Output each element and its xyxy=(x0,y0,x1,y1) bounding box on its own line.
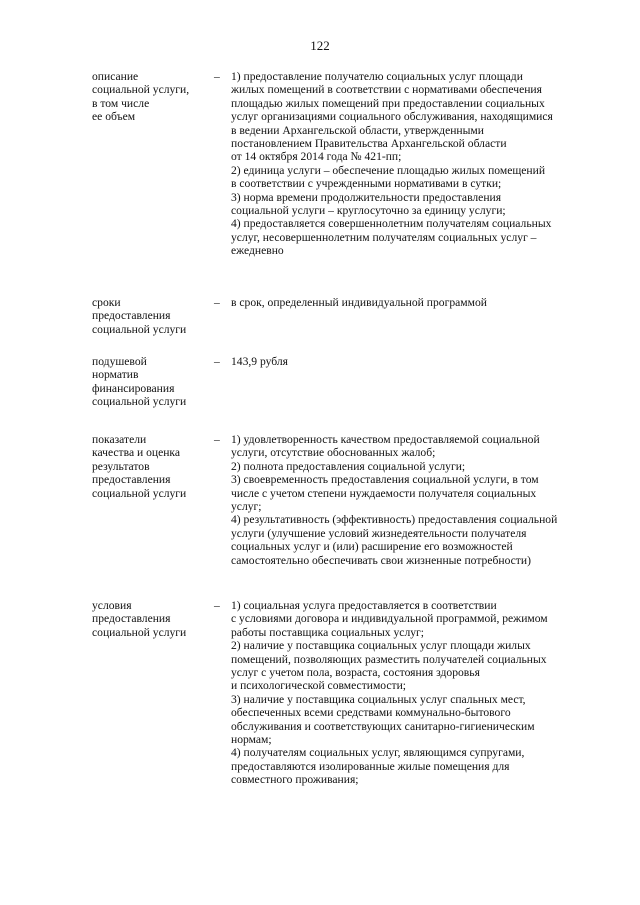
desc-line: социальных услуг и (или) расширение его возможностей xyxy=(231,540,513,554)
row-description-text xyxy=(231,296,606,309)
desc-line: 143,9 рубля xyxy=(231,355,289,368)
desc-line: самостоятельно обеспечивать свои жизненные потребности) xyxy=(231,553,531,567)
row-description-text xyxy=(231,599,606,787)
desc-line: 3) наличие у поставщика социальных услуг спальных мест, xyxy=(231,692,526,706)
desc-line: жилых помещений в соответствии с нормативами обеспечения xyxy=(231,83,542,97)
row-term xyxy=(92,599,210,639)
row-term xyxy=(92,296,210,336)
row-dash: – xyxy=(214,296,220,309)
desc-line: с условиями договора и индивидуальной программой, режимом xyxy=(231,612,548,626)
desc-line: 2) наличие у поставщика социальных услуг площади жилых xyxy=(231,639,531,653)
page-number: 122 xyxy=(310,38,330,53)
term-line: условия xyxy=(92,599,132,612)
desc-line: 1) предоставление получателю социальных услуг площади xyxy=(231,70,523,83)
term-line: в том числе xyxy=(92,96,150,110)
desc-line: социальной услуги – круглосуточно за единицу услуги; xyxy=(231,204,506,218)
desc-line: 4) результативность (эффективность) предоставления социальной xyxy=(231,513,558,527)
desc-line: постановлением Правительства Архангельской области xyxy=(231,137,507,151)
desc-line: услуг с учетом пола, возраста, состояния здоровья xyxy=(231,666,480,680)
row-term xyxy=(92,355,210,409)
desc-line: предоставляются изолированные жилые помещения для xyxy=(231,759,510,773)
desc-line: нормам; xyxy=(231,733,272,747)
term-line: качества и оценка xyxy=(92,446,181,460)
desc-line: услуг, несовершеннолетним получателям социальных услуг – xyxy=(231,230,537,244)
term-line: социальной услуги xyxy=(92,322,187,336)
desc-line: в срок, определенный индивидуальной программой xyxy=(231,296,487,309)
desc-line: 1) удовлетворенность качеством предоставляемой социальной xyxy=(231,433,540,446)
desc-line: помещений, позволяющих разместить получателей социальных xyxy=(231,652,547,666)
desc-line: в соответствии с учрежденными нормативами в сутки; xyxy=(231,177,502,191)
term-line: подушевой xyxy=(92,355,147,368)
row-dash: – xyxy=(214,355,220,368)
desc-line: ежедневно xyxy=(231,244,284,258)
desc-line: услуг организациями социального обслуживания, находящимися xyxy=(231,110,553,124)
term-line: норматив xyxy=(92,368,139,382)
row-description-text xyxy=(231,355,606,368)
desc-line: 2) полнота предоставления социальной услуги; xyxy=(231,459,466,473)
term-line: финансирования xyxy=(92,381,175,395)
desc-line: 4) предоставляется совершеннолетним получателям социальных xyxy=(231,217,552,231)
desc-line: 4) получателям социальных услуг, являющимся супругами, xyxy=(231,746,525,760)
desc-line: обслуживания и соответствующих санитарно-гигиеническим xyxy=(231,719,535,733)
desc-line: 2) единица услуги – обеспечение площадью жилых помещений xyxy=(231,163,546,177)
desc-line: обеспеченных всеми средствами коммунально-бытового xyxy=(231,706,511,720)
term-line: описание xyxy=(92,70,139,83)
desc-line: от 14 октября 2014 года № 421-пп; xyxy=(231,150,402,164)
desc-line: и психологической совместимости; xyxy=(231,679,407,693)
row-description-text xyxy=(231,433,606,567)
term-line: социальной услуги xyxy=(92,486,187,500)
desc-line: 3) своевременность предоставления социальной услуги, в том xyxy=(231,473,539,487)
desc-line: 3) норма времени продолжительности предоставления xyxy=(231,190,502,204)
desc-line: услуги, отсутствие обоснованных жалоб; xyxy=(231,446,436,460)
row-dash: – xyxy=(214,70,220,83)
term-line: предоставления xyxy=(92,473,171,487)
desc-line: работы поставщика социальных услуг; xyxy=(231,625,425,639)
term-line: ее объем xyxy=(92,110,136,124)
term-line: социальной услуги xyxy=(92,395,187,409)
term-line: показатели xyxy=(92,433,147,446)
term-line: предоставления xyxy=(92,309,171,323)
desc-line: 1) социальная услуга предоставляется в соответствии xyxy=(231,599,497,612)
term-line: сроки xyxy=(92,296,121,309)
desc-line: площадью жилых помещений при предоставлении социальных xyxy=(231,96,545,110)
term-line: результатов xyxy=(92,459,150,473)
term-line: предоставления xyxy=(92,612,171,626)
row-term xyxy=(92,70,210,124)
row-description-text xyxy=(231,70,606,258)
row-dash: – xyxy=(214,599,220,612)
desc-line: числе с учетом степени нуждаемости получателя социальных xyxy=(231,486,537,500)
desc-line: услуги (улучшение условий жизнедеятельности получателя xyxy=(231,526,527,540)
desc-line: услуг; xyxy=(231,500,262,514)
desc-line: совместного проживания; xyxy=(231,773,359,787)
desc-line: в ведении Архангельской области, утвержденными xyxy=(231,123,484,137)
row-dash: – xyxy=(214,433,220,446)
row-term xyxy=(92,433,210,500)
term-line: социальной услуги xyxy=(92,625,187,639)
term-line: социальной услуги, xyxy=(92,83,190,97)
